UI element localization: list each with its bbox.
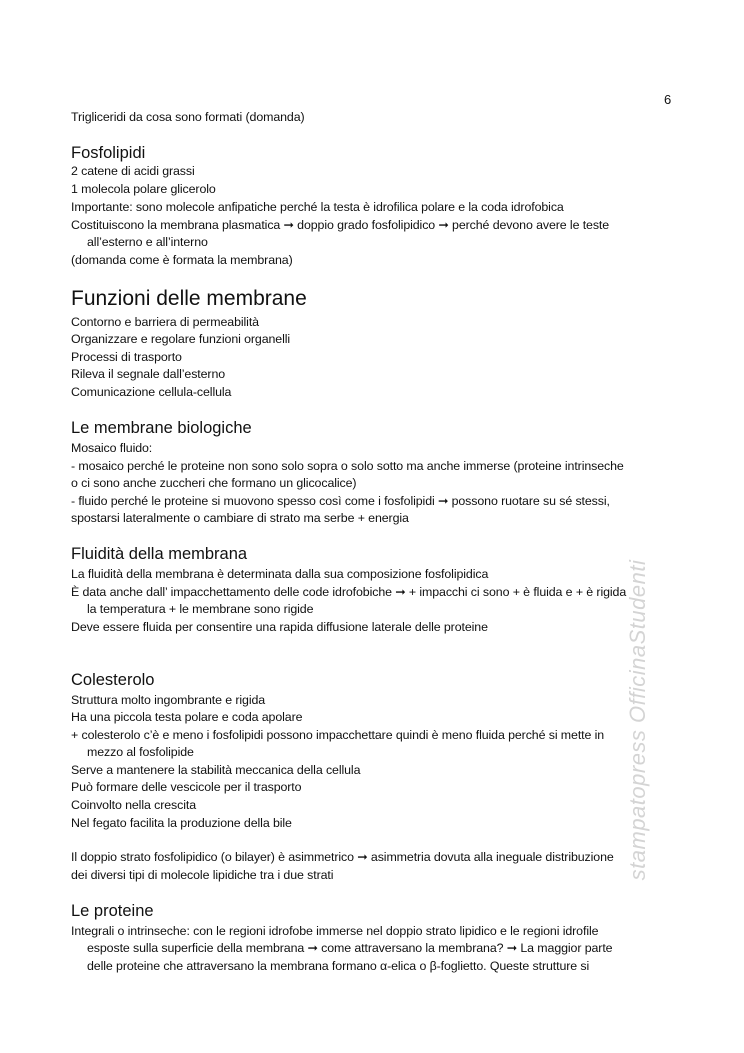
text-line: Integrali o intrinseche: con le regioni idrofobe immerse nel doppio strato lipidico e le regioni idrofile (71, 924, 599, 938)
text-line: Coinvolto nella crescita (71, 798, 197, 812)
text-line: 1 molecola polare glicerolo (71, 182, 216, 196)
text-line: È data anche dall’ impacchettamento delle code idrofobiche ➞ + impacchi ci sono + è fluida e + è rigida (71, 585, 627, 599)
text-line: mezzo al fosfolipide (87, 745, 194, 759)
text-line: Costituiscono la membrana plasmatica ➞ doppio grado fosfolipidico ➞ perché devono avere le teste (71, 218, 610, 232)
text-line: Processi di trasporto (71, 350, 182, 364)
text-line: Ha una piccola testa polare e coda apolare (71, 710, 303, 724)
heading-proteine: Le proteine (71, 902, 154, 920)
text-line: Importante: sono molecole anfipatiche perché la testa è idrofilica polare e la coda idrofobica (71, 200, 564, 214)
heading-membrane-biologiche: Le membrane biologiche (71, 419, 252, 437)
text-line: Comunicazione cellula-cellula (71, 385, 232, 399)
text-line: dei diversi tipi di molecole lipidiche tra i due strati (71, 868, 334, 882)
text-line: Il doppio strato fosfolipidico (o bilayer) è asimmetrico ➞ asimmetria dovuta alla ineguale distribuzione (71, 850, 614, 864)
text-line: - fluido perché le proteine si muovono spesso così come i fosfolipidi ➞ possono ruotare su sé stessi, (71, 494, 610, 508)
text-line: spostarsi lateralmente o cambiare di strato ma serbe + energia (71, 511, 409, 525)
heading-fosfolipidi: Fosfolipidi (71, 144, 146, 162)
text-line: Serve a mantenere la stabilità meccanica della cellula (71, 763, 361, 777)
text-line: Contorno e barriera di permeabilità (71, 315, 259, 329)
watermark: stampatopress OfficinaStudenti (625, 559, 650, 881)
text-line: 2 catene di acidi grassi (71, 164, 195, 178)
text-line: - mosaico perché le proteine non sono solo sopra o solo sotto ma anche immerse (proteine intrinseche (71, 459, 624, 473)
text-line: Rileva il segnale dall’esterno (71, 367, 226, 381)
text-line: + colesterolo c’è e meno i fosfolipidi possono impacchettare quindi è meno fluida perché si mette in (71, 728, 605, 742)
text-line: Deve essere fluida per consentire una rapida diffusione laterale delle proteine (71, 620, 488, 634)
text-line: Nel fegato facilita la produzione della bile (71, 816, 292, 830)
heading-colesterolo: Colesterolo (71, 671, 155, 689)
text-line: all’esterno e all’interno (87, 235, 208, 249)
text-line: Mosaico fluido: (71, 441, 153, 455)
text-line: (domanda come è formata la membrana) (71, 253, 293, 267)
text-line: la temperatura + le membrane sono rigide (87, 602, 314, 616)
text-line: o ci sono anche zuccheri che formano un glicocalice) (71, 476, 357, 490)
heading-funzioni: Funzioni delle membrane (71, 287, 307, 310)
text-line: esposte sulla superficie della membrana ➞ come attraversano la membrana? ➞ La maggior parte (87, 941, 613, 955)
page-number: 6 (664, 92, 672, 107)
text-line: Struttura molto ingombrante e rigida (71, 693, 266, 707)
intro-line: Trigliceridi da cosa sono formati (domanda) (71, 110, 305, 124)
text-line: Organizzare e regolare funzioni organelli (71, 332, 291, 346)
text-line: La fluidità della membrana è determinata dalla sua composizione fosfolipidica (71, 567, 489, 581)
text-line: delle proteine che attraversano la membrana formano α-elica o β-foglietto. Queste strutture si (87, 959, 590, 973)
heading-fluidita: Fluidità della membrana (71, 545, 248, 563)
text-line: Può formare delle vescicole per il trasporto (71, 780, 302, 794)
